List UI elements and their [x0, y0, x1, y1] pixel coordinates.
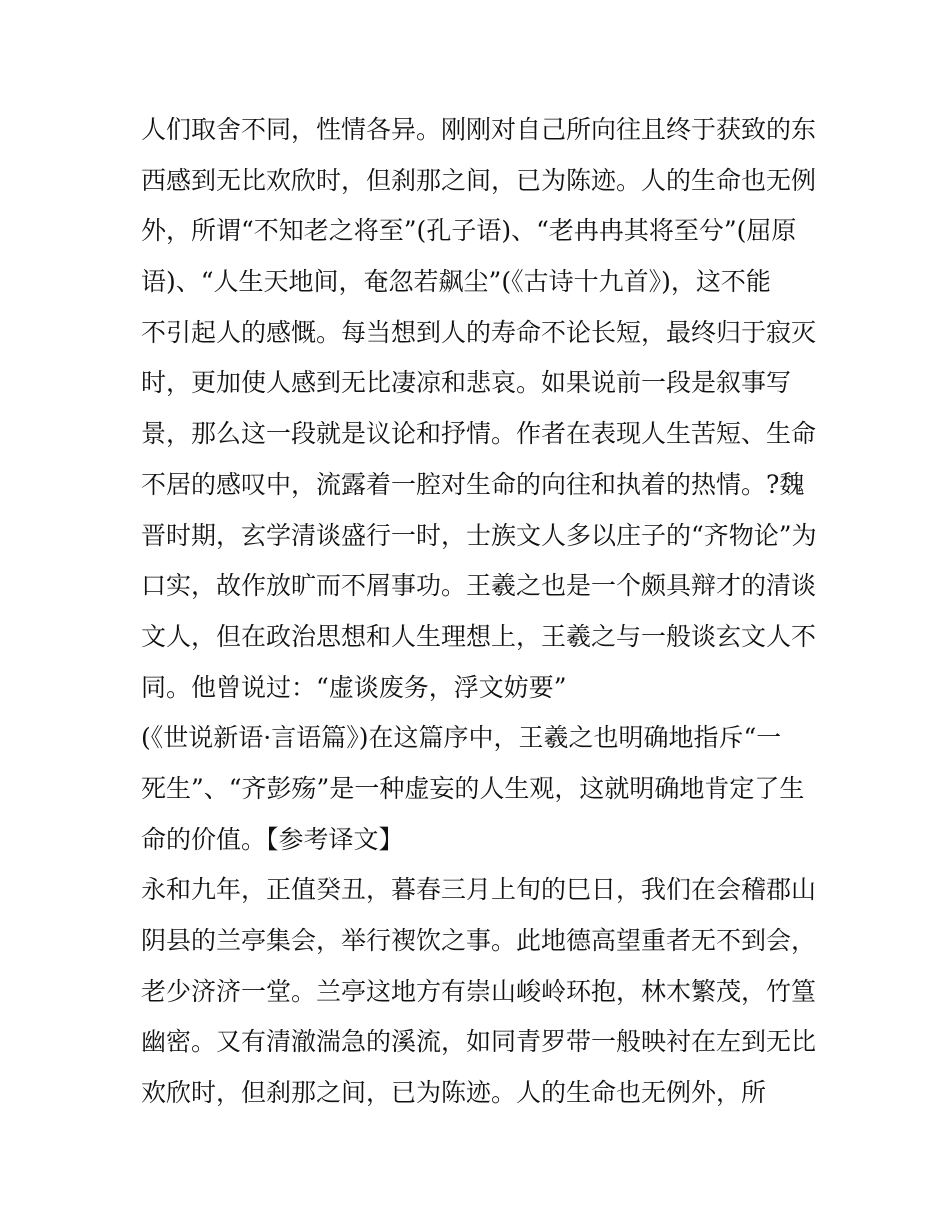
text-line: 欢欣时，但刹那之间，已为陈迹。人的生命也无例外，所	[141, 1078, 767, 1108]
text-line: 景，那么这一段就是议论和抒情。作者在表现人生苦短、生命	[141, 419, 817, 449]
text-line: 不居的感叹中，流露着一腔对生命的向往和执着的热情。?魏	[141, 469, 805, 499]
text-line: 时，更加使人感到无比凄凉和悲哀。如果说前一段是叙事写	[141, 368, 792, 398]
text-line: 同。他曾说过：“虚谈废务，浮文妨要”	[141, 672, 567, 702]
text-line: 外，所谓“不知老之将至”(孔子语)、“老冉冉其将至兮”(屈原	[141, 216, 797, 246]
text-line: 晋时期，玄学清谈盛行一时，士族文人多以庄子的“齐物论”为	[141, 520, 817, 550]
text-line: (《世说新语·言语篇》)在这篇序中，王羲之也明确地指斥“一	[141, 723, 782, 753]
text-line: 死生”、“齐彭殇”是一种虚妄的人生观，这就明确地肯定了生	[141, 773, 805, 803]
text-line: 不引起人的感慨。每当想到人的寿命不论长短，最终归于寂灭	[141, 317, 817, 347]
text-line: 阴县的兰亭集会，举行褉饮之事。此地德高望重者无不到会，	[141, 926, 817, 955]
text-line: 文人，但在政治思想和人生理想上，王羲之与一般谈玄文人不	[141, 621, 817, 651]
text-line: 永和九年，正值癸丑，暮春三月上旬的巳日，我们在会稽郡山	[141, 875, 817, 905]
text-line: 幽密。又有清澈湍急的溪流，如同青罗带一般映衬在左到无比	[141, 1027, 817, 1057]
text-line: 命的价值。【参考译文】	[141, 824, 404, 854]
text-line: 语)、“人生天地间，奄忽若飙尘”(《古诗十九首》)，这不能	[141, 267, 771, 297]
text-line: 西感到无比欢欣时，但刹那之间，已为陈迹。人的生命也无例	[141, 165, 817, 195]
body-text	[141, 105, 821, 1119]
text-line: 老少济济一堂。兰亭这地方有崇山峻岭环抱，林木繁茂，竹篁	[141, 976, 817, 1006]
text-line: 人们取舍不同，性情各异。刚刚对自己所向往且终于获致的东	[141, 115, 817, 144]
text-line: 口实，故作放旷而不屑事功。王羲之也是一个颇具辩才的清谈	[141, 571, 817, 601]
